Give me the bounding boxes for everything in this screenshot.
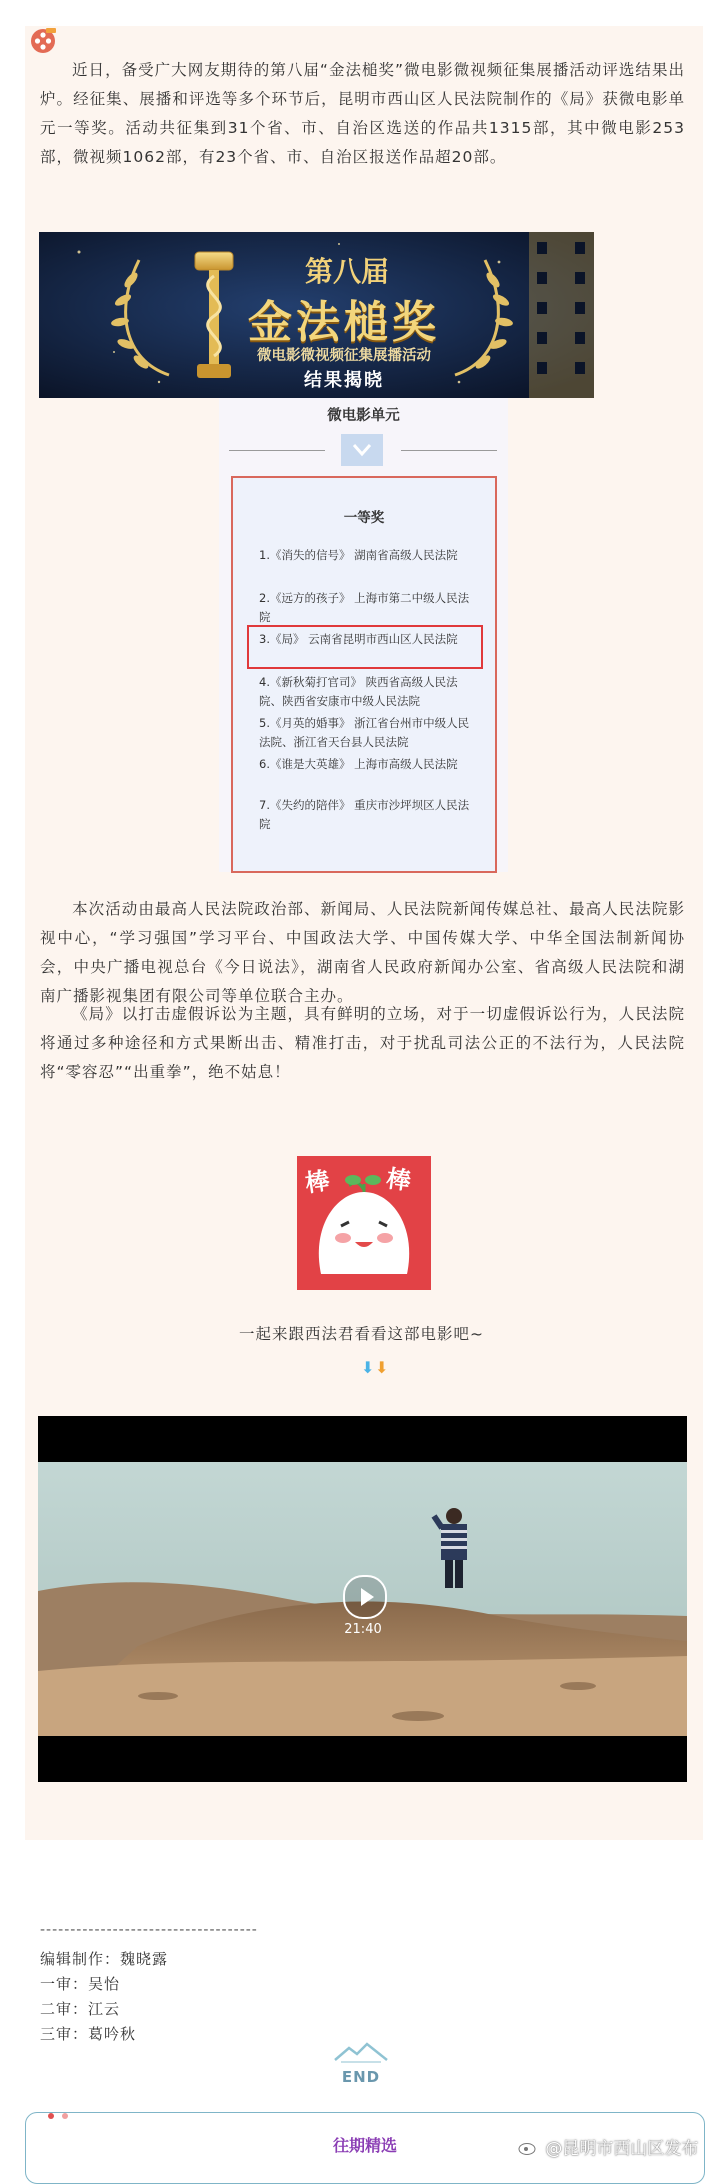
weibo-watermark bbox=[518, 2134, 698, 2159]
video-player[interactable] bbox=[38, 1416, 687, 1782]
past-picks-title: 往期精选 bbox=[332, 2136, 397, 2155]
mascot-illustration bbox=[297, 1156, 431, 1290]
prize-entry: 5.《月英的婚事》 浙江省台州市中级人民法院、浙江省天台县人民法院 bbox=[259, 716, 470, 749]
micro-unit-title: 微电影单元 bbox=[327, 408, 400, 424]
micro-film-unit-panel bbox=[219, 398, 508, 872]
chevron-box bbox=[341, 434, 383, 466]
banner-award-name: 金法槌奖 bbox=[248, 297, 440, 348]
chevron-down-icon bbox=[341, 434, 383, 466]
weibo-icon bbox=[518, 2138, 540, 2156]
credit-third-review: 三审：葛吟秋 bbox=[40, 2025, 137, 2043]
end-mark bbox=[331, 2040, 391, 2086]
organizers-paragraph: 本次活动由最高人民法院政治部、新闻局、人民法院新闻传媒总社、最高人民法院影视中心，“学习强国”学习平台、中国政法大学、中国传媒大学、中华全国法制新闻协会，中央广播电视总台《今日说法》，湖南省人民政府新闻办公室、省高级人民法院和湖南广播影视集团有限公司等单位联合主办。 bbox=[40, 900, 685, 1005]
prize-entry: 7.《失约的陪伴》 重庆市沙坪坝区人民法院 bbox=[259, 798, 470, 831]
prize-entry: 4.《新秋菊打官司》 陕西省高级人民法院、陕西省安康市中级人民法院 bbox=[259, 675, 458, 708]
down-arrow-icon: ⬇ bbox=[361, 1358, 375, 1377]
highlight-box bbox=[247, 625, 483, 669]
play-icon bbox=[345, 1577, 385, 1617]
watermark-text: @昆明市西山区发布 bbox=[545, 2139, 699, 2159]
theme-paragraph: 《局》以打击虚假诉讼为主题，具有鲜明的立场，对于一切虚假诉讼行为，人民法院将通过多种途径和方式果断出击、精准打击，对于扰乱司法公正的不法行为，人民法院将“零容忍”“出重拳”，绝不姑息！ bbox=[40, 1005, 685, 1081]
film-reel-icon bbox=[28, 26, 58, 56]
video-duration: 21:40 bbox=[344, 1622, 382, 1637]
decor-dot bbox=[62, 2113, 68, 2119]
banner-subtitle: 微电影微视频征集展播活动 bbox=[257, 348, 431, 364]
banner-edition: 第八届 bbox=[304, 255, 389, 288]
prize-entry-highlighted: 3.《局》 云南省昆明市西山区人民法院 bbox=[259, 632, 458, 646]
intro-paragraph: 近日，备受广大网友期待的第八届“金法槌奖”微电影微视频征集展播活动评选结果出炉。经征集、展播和评选等多个环节后，昆明市西山区人民法院制作的《局》获微电影单元一等奖。活动共征集到31个省、市、自治区选送的作品共1315部，其中微电影253部，微视频1062部，有23个省、市、自治区报送作品超20部。 bbox=[40, 61, 685, 166]
prize-entry: 2.《远方的孩子》 上海市第二中级人民法院 bbox=[259, 591, 470, 624]
sticker-text-right: 棒 bbox=[384, 1164, 413, 1196]
credit-editor: 编辑制作：魏晓露 bbox=[40, 1950, 169, 1968]
credit-second-review: 二审：江云 bbox=[40, 2000, 121, 2018]
credit-first-review: 一审：吴怡 bbox=[40, 1975, 121, 1993]
mountain-logo-icon bbox=[331, 2040, 391, 2064]
award-banner bbox=[39, 232, 594, 398]
watch-caption: 一起来跟西法君看看这部电影吧~ bbox=[239, 1325, 484, 1343]
divider bbox=[229, 450, 325, 451]
divider bbox=[401, 450, 497, 451]
first-prize-box bbox=[231, 476, 497, 873]
prize-entry: 6.《谁是大英雄》 上海市高级人民法院 bbox=[259, 757, 458, 771]
banner-tagline: 结果揭晓 bbox=[304, 370, 384, 391]
prize-heading: 一等奖 bbox=[343, 510, 385, 526]
prize-entry: 1.《消失的信号》 湖南省高级人民法院 bbox=[259, 548, 458, 562]
laurel-icon bbox=[109, 250, 175, 380]
down-arrow-icon: ⬇ bbox=[375, 1358, 389, 1377]
decor-dot bbox=[48, 2113, 54, 2119]
bangbang-sticker bbox=[297, 1156, 431, 1290]
separator-line: ------------------------------------ bbox=[40, 1922, 258, 1938]
sticker-text-left: 棒 bbox=[303, 1166, 332, 1198]
end-label: END bbox=[341, 2068, 381, 2086]
play-button[interactable] bbox=[343, 1575, 387, 1619]
